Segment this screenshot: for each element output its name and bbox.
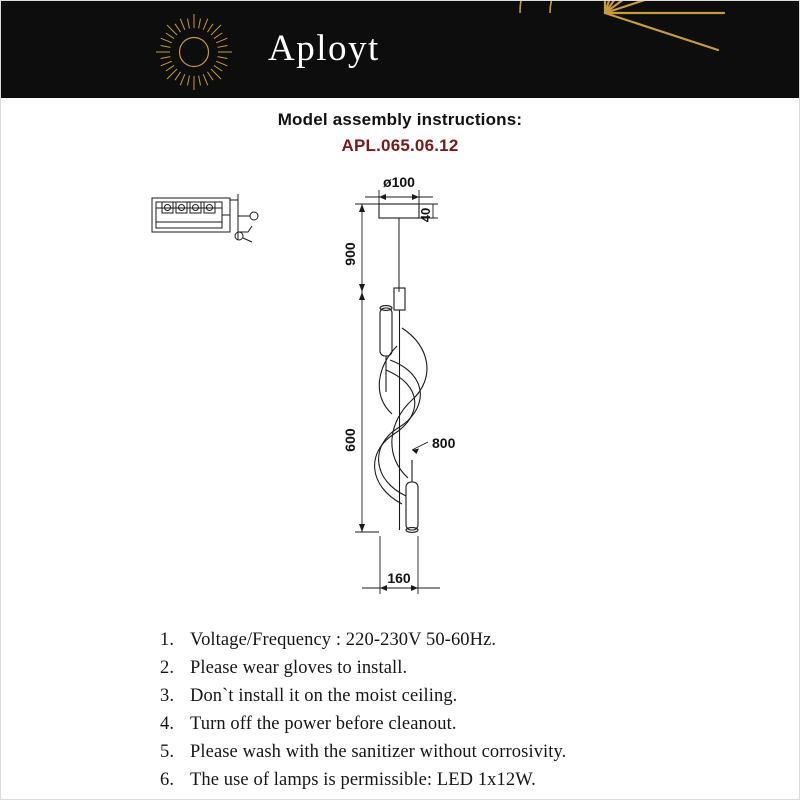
list-item <box>160 714 760 735</box>
list-item-text: Please wash with the sanitizer without corrosivity. <box>190 742 567 762</box>
dimension-fixture-height <box>355 292 379 532</box>
dimension-suspension <box>355 204 379 292</box>
list-item-number: 5. <box>160 742 175 762</box>
dimension-label-suspension: 900 <box>342 242 358 266</box>
list-item-text: Please wear gloves to install. <box>190 658 408 678</box>
dimension-label-total-height: 800 <box>432 435 456 451</box>
dimension-total-height <box>412 442 428 454</box>
list-item-text: Voltage/Frequency : 220-230V 50-60Hz. <box>190 630 497 650</box>
brand-wordmark: Aployt <box>268 28 380 69</box>
list-item <box>160 770 760 791</box>
dimension-label-canopy-diameter: ø100 <box>383 174 415 190</box>
header-banner <box>0 0 800 98</box>
dimension-label-canopy-height: 40 <box>418 207 433 223</box>
list-item <box>160 742 760 763</box>
list-item-number: 1. <box>160 630 175 650</box>
list-item-number: 4. <box>160 714 175 734</box>
list-item-text: The use of lamps is permissible: LED 1x12W. <box>190 770 536 790</box>
page-title <box>0 110 800 156</box>
dimension-label-fixture-height: 600 <box>342 428 358 452</box>
list-item-text: Don`t install it on the moist ceiling. <box>190 686 458 706</box>
instructions-list <box>160 630 760 798</box>
list-item <box>160 658 760 679</box>
pendant-canopy <box>379 204 419 218</box>
list-item-number: 3. <box>160 686 175 706</box>
list-item <box>160 686 760 707</box>
gold-fan-rays-icon <box>480 0 730 98</box>
list-item <box>160 630 760 651</box>
title-primary: Model assembly instructions: <box>277 110 523 129</box>
terminal-block-diagram-icon <box>152 194 258 242</box>
dimension-label-fixture-width: 160 <box>387 570 411 586</box>
dimension-canopy-diameter <box>365 190 433 204</box>
technical-drawing <box>0 160 800 610</box>
pendant-lamp-drawing-icon <box>375 288 427 532</box>
sunburst-logo-icon <box>152 10 236 94</box>
list-item-text: Turn off the power before cleanout. <box>190 714 457 734</box>
list-item-number: 2. <box>160 658 175 678</box>
title-model-code: APL.065.06.12 <box>341 136 459 155</box>
list-item-number: 6. <box>160 770 175 790</box>
